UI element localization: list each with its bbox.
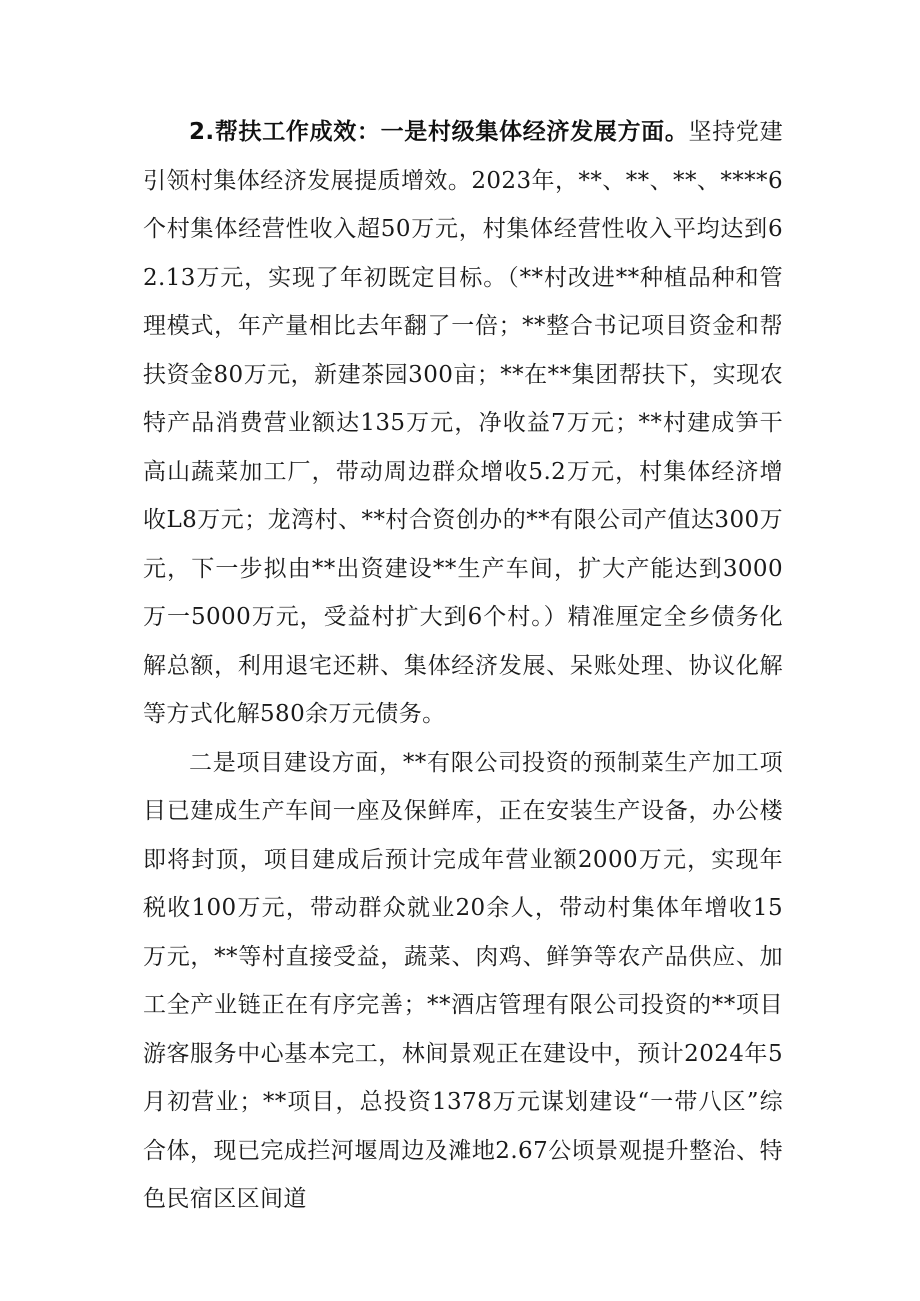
paragraph-project-construction	[143, 739, 783, 1224]
paragraph-collective-economy	[143, 108, 783, 739]
document-body	[143, 108, 783, 1224]
paragraph-text: 坚持党建引领村集体经济发展提质增效。2023年，**、**、**、****6个村集体经营性收入超50万元，村集体经营性收入平均达到62.13万元，实现了年初既定目标。（**村改进**种植品种和管理模式，年产量相比去年翻了一倍；**整合书记项目资金和帮扶资金80万元，新建茶园300亩；**在**集团帮扶下，实现农特产品消费营业额达135万元，净收益7万元；**村建成笋干高山蔬菜加工厂，带动周边群众增收5.2万元，村集体经济增收L8万元；龙湾村、**村合资创办的**有限公司产值达300万元，下一步拟由**出资建设**生产车间，扩大产能达到3000万一5000万元，受益村扩大到6个村。）精准厘定全乡债务化解总额，利用退宅还耕、集体经济发展、呆账处理、协议化解等方式化解580余万元债务。	[143, 119, 783, 727]
paragraph-text: 二是项目建设方面，**有限公司投资的预制菜生产加工项目已建成生产车间一座及保鲜库，正在安装生产设备，办公楼即将封顶，项目建成后预计完成年营业额2000万元，实现年税收100万元，带动群众就业20余人，带动村集体年增收15万元，**等村直接受益，蔬菜、肉鸡、鲜笋等农产品供应、加工全产业链正在有序完善；**酒店管理有限公司投资的**项目游客服务中心基本完工，林间景观正在建设中，预计2024年5月初营业；**项目，总投资1378万元谋划建设“一带八区”综合体，现已完成拦河堰周边及滩地2.67公顷景观提升整治、特色民宿区区间道	[143, 749, 783, 1212]
paragraph-lead-heading: 2.帮扶工作成效：一是村级集体经济发展方面。	[189, 119, 689, 145]
